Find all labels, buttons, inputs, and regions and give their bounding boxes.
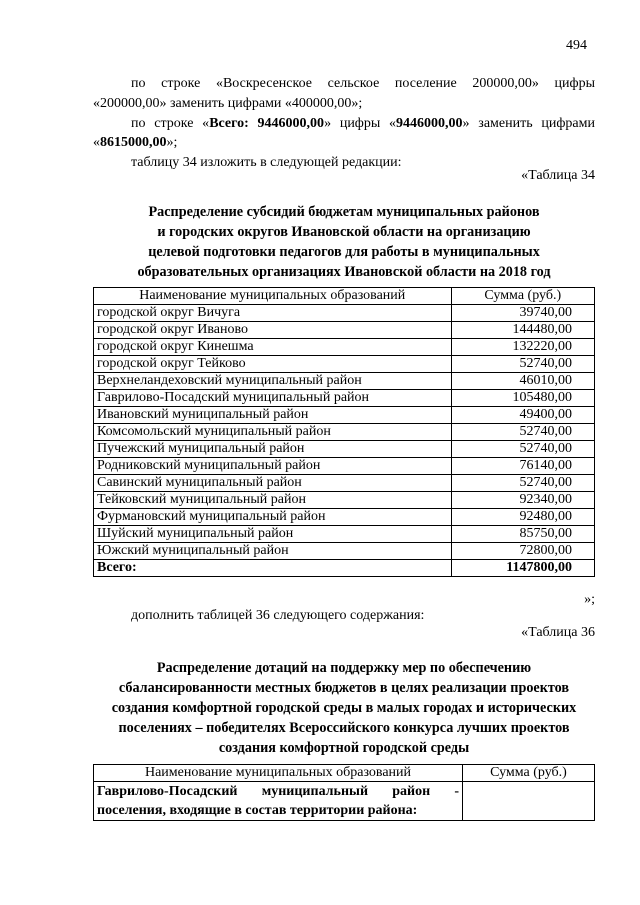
table-row: Гаврилово-Посадский муниципальный район - поселения, входящие в состав территории района: bbox=[94, 782, 595, 821]
total-new-bold: 8615000,00 bbox=[100, 135, 167, 150]
table-row: Пучежский муниципальный район 52740,00 bbox=[94, 441, 595, 458]
table-row: Южский муниципальный район 72800,00 bbox=[94, 543, 595, 560]
table36-title: Распределение дотаций на поддержку мер по обеспечению сбалансированности местных бюджетов в целях реализации проектов создания комфортной городской среды в малых городах и исторических поселениях – победителях Всероссийского конкурса лучших проектов создания комфортной городской среды bbox=[111, 660, 577, 756]
header-sum: Сумма (руб.) bbox=[463, 765, 595, 782]
header-name: Наименование муниципальных образований bbox=[94, 288, 452, 305]
table-header-row bbox=[94, 765, 595, 782]
table-row: Ивановский муниципальный район 49400,00 bbox=[94, 407, 595, 424]
add-table-text: дополнить таблицей 36 следующего содержания: bbox=[131, 608, 425, 623]
table-total-row: Всего: 1147800,00 bbox=[94, 560, 595, 577]
table36-label: «Таблица 36 bbox=[521, 625, 595, 640]
table-row: городской округ Вичуга 39740,00 bbox=[94, 305, 595, 322]
table-row: городской округ Тейково 52740,00 bbox=[94, 356, 595, 373]
header-sum: Сумма (руб.) bbox=[451, 288, 594, 305]
table-row: Родниковский муниципальный район 76140,00 bbox=[94, 458, 595, 475]
page-number: 494 bbox=[566, 38, 587, 53]
intro-line-5: таблицу 34 изложить в следующей редакции: bbox=[131, 155, 402, 170]
table34-label: «Таблица 34 bbox=[521, 168, 595, 183]
table-row: Савинский муниципальный район 52740,00 bbox=[94, 475, 595, 492]
table-row: городской округ Иваново 144480,00 bbox=[94, 322, 595, 339]
intro-line-4: «8615000,00»; bbox=[93, 135, 178, 150]
table-row: Верхнеландеховский муниципальный район 46010,00 bbox=[94, 373, 595, 390]
table36 bbox=[93, 764, 595, 821]
total-old-value-bold: 9446000,00 bbox=[396, 116, 463, 131]
table34-closing: »; bbox=[584, 592, 595, 607]
table34-title: Распределение субсидий бюджетам муниципальных районов и городских округов Ивановской области на организацию целевой подготовки педагогов для работы в муниципальных образовательных организациях Ивановской области на 2018 год bbox=[137, 204, 551, 280]
intro-line-2: «200000,00» заменить цифрами «400000,00»; bbox=[93, 96, 363, 111]
table-row: Гаврилово-Посадский муниципальный район 105480,00 bbox=[94, 390, 595, 407]
total-old-bold: Всего: 9446000,00 bbox=[209, 116, 325, 131]
table-row: Шуйский муниципальный район 85750,00 bbox=[94, 526, 595, 543]
table-header-row bbox=[94, 288, 595, 305]
table-row: городской округ Кинешма 132220,00 bbox=[94, 339, 595, 356]
table-row: Тейковский муниципальный район 92340,00 bbox=[94, 492, 595, 509]
intro-line-3: по строке «Всего: 9446000,00» цифры «9446000,00» заменить цифрами bbox=[131, 116, 595, 131]
header-name: Наименование муниципальных образований bbox=[94, 765, 463, 782]
intro-line-1: по строке «Воскресенское сельское поселение 200000,00» цифры bbox=[131, 76, 595, 91]
table-row: Фурмановский муниципальный район 92480,00 bbox=[94, 509, 595, 526]
table-row: Комсомольский муниципальный район 52740,00 bbox=[94, 424, 595, 441]
table34 bbox=[93, 287, 595, 577]
